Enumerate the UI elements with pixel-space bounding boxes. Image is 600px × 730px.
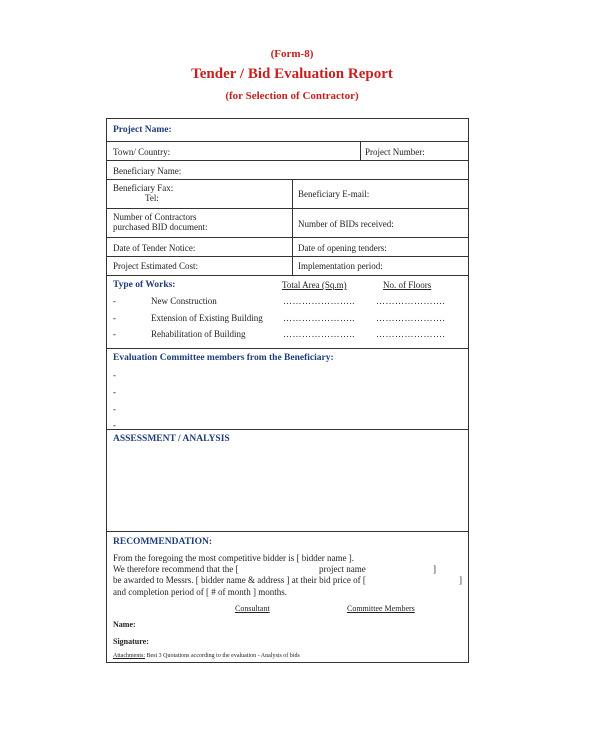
project-name-label: Project Name: — [113, 125, 172, 135]
tel-label: Tel: — [145, 193, 159, 203]
committee-bullet: - — [113, 404, 116, 414]
report-title: Tender / Bid Evaluation Report — [191, 66, 393, 82]
recommendation-bracket: ] — [459, 575, 462, 585]
works-floors-dots: …………………. — [376, 329, 446, 339]
works-floors-dots: …………………. — [376, 313, 446, 323]
works-area-dots: ………………….. — [283, 313, 355, 323]
works-bullet: - — [113, 313, 116, 323]
works-bullet: - — [113, 329, 116, 339]
row-cost — [107, 257, 468, 276]
form-number: (Form-8) — [270, 48, 314, 60]
row-fax — [107, 180, 468, 209]
works-item-extension: Extension of Existing Building — [151, 313, 263, 323]
recommendation-heading: RECOMMENDATION: — [113, 537, 213, 547]
committee-members-label: Committee Members — [347, 604, 415, 613]
num-contractors-label-2: purchased BID document: — [113, 222, 208, 232]
num-bids-label: Number of BIDs received: — [298, 219, 394, 229]
works-item-new-construction: New Construction — [151, 296, 217, 306]
attachments-label: Attachments: — [113, 653, 145, 659]
recommendation-line-3: be awarded to Messrs. [ bidder name & address ] at their bid price of [ — [113, 575, 366, 585]
town-country-label: Town/ Country: — [113, 147, 171, 157]
divider — [292, 257, 293, 275]
divider — [292, 209, 293, 237]
works-floors-dots: …………………. — [376, 296, 446, 306]
recommendation-line-2: We therefore recommend that the [ — [113, 564, 239, 574]
consultant-label: Consultant — [235, 604, 270, 613]
row-contractors — [107, 209, 468, 238]
committee-heading: Evaluation Committee members from the Beneficiary: — [113, 353, 334, 363]
assessment-heading: ASSESSMENT / ANALYSIS — [113, 434, 230, 444]
evaluation-form — [106, 118, 469, 663]
divider — [292, 180, 293, 208]
project-number-label: Project Number: — [365, 147, 425, 157]
name-label: Name: — [113, 620, 136, 629]
row-dates — [107, 238, 468, 257]
row-project-name — [107, 119, 468, 142]
recommendation-line-4: and completion period of [ # of month ] months. — [113, 587, 287, 597]
works-item-rehabilitation: Rehabilitation of Building — [151, 329, 246, 339]
beneficiary-name-label: Beneficiary Name: — [113, 166, 182, 176]
implementation-period-label: Implementation period: — [298, 261, 383, 271]
report-subtitle: (for Selection of Contractor) — [225, 90, 359, 102]
row-committee — [107, 349, 468, 430]
works-area-dots: ………………….. — [283, 329, 355, 339]
recommendation-bracket: ] — [433, 564, 436, 574]
attachments-text: Best 3 Quotations according to the evaluation - Analysis of bids — [146, 653, 300, 659]
floors-header: No. of Floors — [383, 280, 432, 290]
committee-bullet: - — [113, 370, 116, 380]
committee-bullet: - — [113, 420, 116, 430]
works-area-dots: ………………….. — [283, 296, 355, 306]
opening-tenders-label: Date of opening tenders: — [298, 243, 387, 253]
beneficiary-fax-label: Beneficiary Fax: — [113, 183, 174, 193]
beneficiary-email-label: Beneficiary E-mail: — [298, 189, 370, 199]
row-town — [107, 142, 468, 161]
num-contractors-label: Number of Contractors — [113, 212, 197, 222]
committee-bullet: - — [113, 387, 116, 397]
type-of-works-heading: Type of Works: — [113, 280, 176, 290]
signature-label: Signature: — [113, 637, 149, 646]
recommendation-line-1: From the foregoing the most competitive bidder is [ bidder name ]. — [113, 553, 354, 563]
row-beneficiary — [107, 161, 468, 180]
works-bullet: - — [113, 296, 116, 306]
estimated-cost-label: Project Estimated Cost: — [113, 261, 198, 271]
recommendation-project-name: project name — [319, 564, 366, 574]
tender-notice-label: Date of Tender Notice: — [113, 243, 196, 253]
row-assessment — [107, 430, 468, 532]
row-type-of-works — [107, 276, 468, 349]
divider — [360, 142, 361, 160]
divider — [292, 238, 293, 256]
attachments-line — [113, 651, 300, 662]
total-area-header: Total Area (Sq.m) — [282, 280, 347, 290]
row-recommendation — [107, 532, 468, 662]
